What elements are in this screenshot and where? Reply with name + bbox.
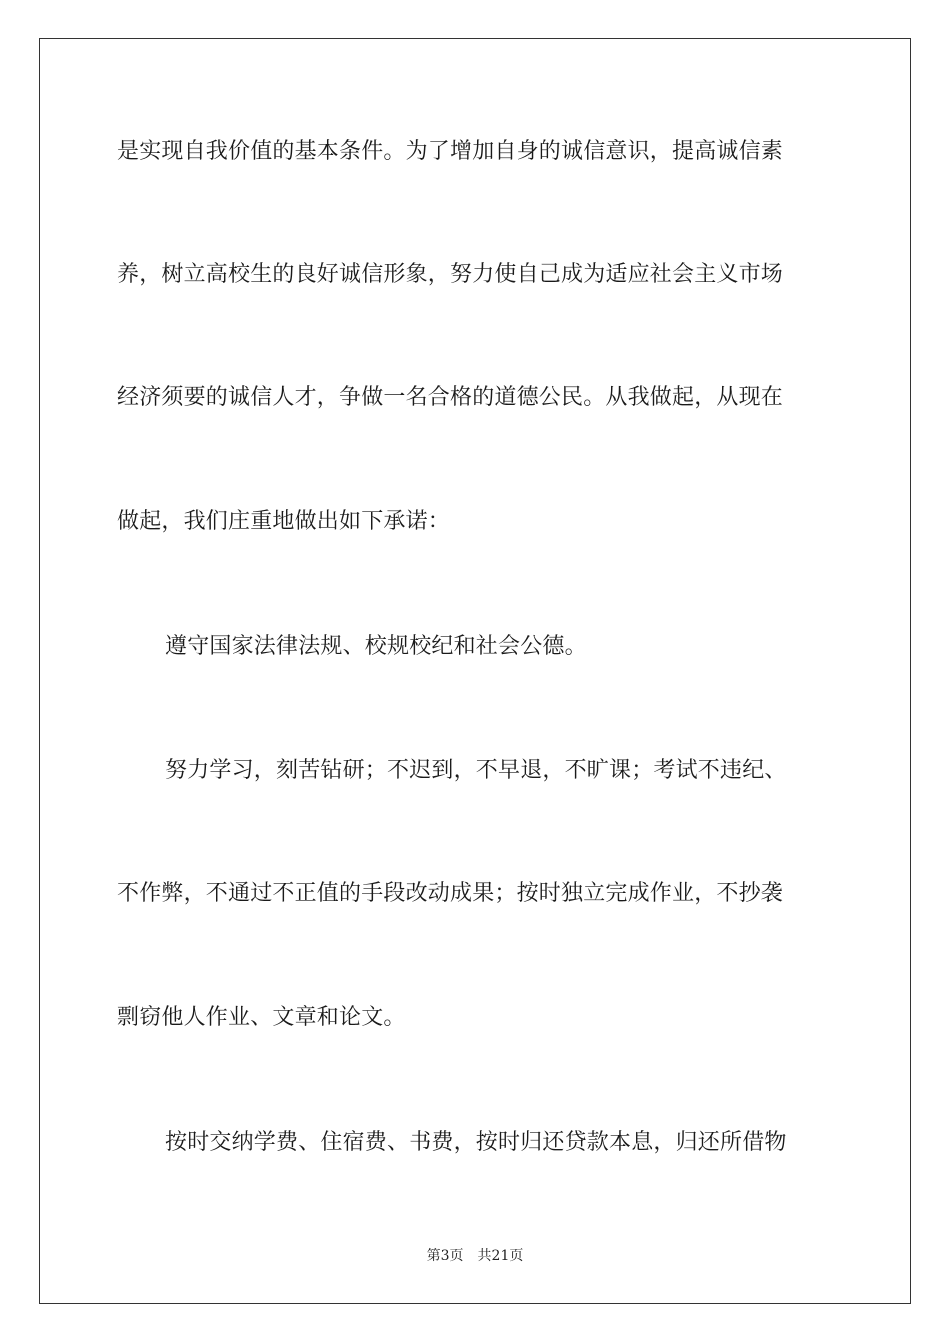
page-footer [0, 1247, 950, 1265]
body-text-line: 是实现自我价值的基本条件。为了增加自身的诚信意识，提高诚信素 [117, 139, 784, 164]
body-text-line: 经济须要的诚信人才，争做一名合格的道德公民。从我做起，从现在 [117, 385, 784, 410]
paragraph-first-line: 遵守国家法律法规、校规校纪和社会公德。 [165, 634, 587, 659]
body-text-line: 做起，我们庄重地做出如下承诺： [117, 509, 451, 534]
body-text-line: 养，树立高校生的良好诚信形象，努力使自己成为适应社会主义市场 [117, 262, 784, 287]
body-text-line: 剽窃他人作业、文章和论文。 [117, 1005, 406, 1030]
page-border [39, 38, 911, 1304]
page-total: 共21页 [477, 1248, 524, 1264]
paragraph-first-line: 努力学习，刻苦钻研；不迟到，不早退，不旷课；考试不违纪、 [165, 758, 787, 783]
page-number: 第3页 [426, 1248, 464, 1264]
paragraph-first-line: 按时交纳学费、住宿费、书费，按时归还贷款本息，归还所借物 [165, 1130, 787, 1155]
body-text-line: 不作弊，不通过不正值的手段改动成果；按时独立完成作业，不抄袭 [117, 881, 784, 906]
